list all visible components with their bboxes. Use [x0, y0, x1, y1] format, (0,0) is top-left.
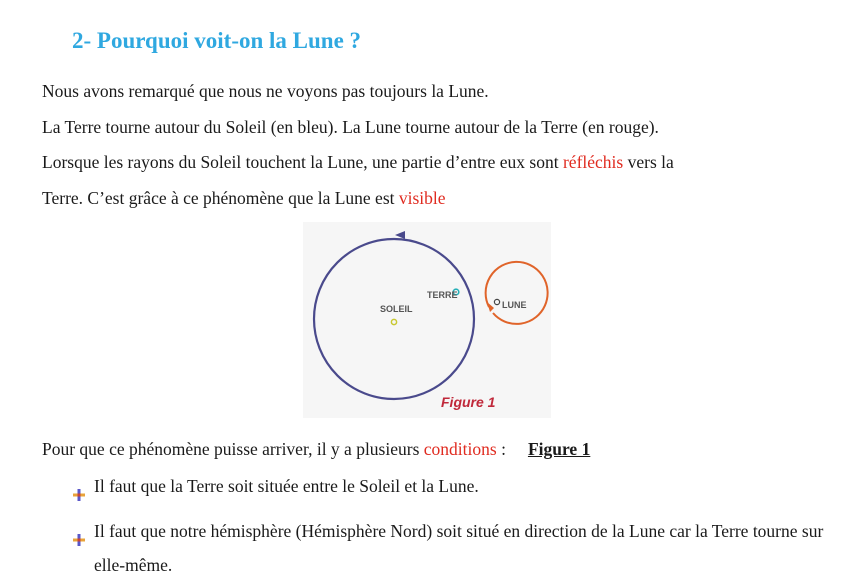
label-soleil: SOLEIL [380, 304, 413, 314]
conditions-text: Pour que ce phénomène puisse arriver, il y a plusieurs [42, 439, 424, 459]
conditions-colon: : [496, 439, 506, 459]
highlight-conditions: conditions [423, 439, 497, 459]
highlight-visible: visible [398, 187, 446, 208]
orbit-diagram [303, 222, 551, 418]
list-item-text: Il faut que notre hémisphère (Hémisphère Nord) soit situé en direction de la Lune car la Terre tourne sur elle-même. [94, 520, 824, 575]
intro-line-3-end: vers la [623, 152, 674, 172]
list-item [72, 469, 832, 514]
conditions-list [72, 469, 832, 583]
section-heading: 2- Pourquoi voit-on la Lune ? [72, 28, 362, 53]
intro-line-1: Nous avons remarqué que nous ne voyons pas toujours la Lune. [42, 81, 489, 101]
bullet-pin-icon [72, 469, 94, 514]
bullet-pin-icon [72, 514, 94, 559]
intro-line-3 [42, 145, 842, 181]
figure-caption: Figure 1 [441, 394, 496, 410]
intro-line-2: La Terre tourne autour du Soleil (en bleu). La Lune tourne autour de la Terre (en rouge). [42, 116, 659, 137]
label-lune: LUNE [502, 300, 527, 310]
highlight-reflechis: réfléchis [562, 152, 624, 172]
list-item [72, 514, 832, 583]
orbit-figure [303, 222, 551, 418]
conditions-line [42, 434, 842, 464]
label-terre: TERRE [427, 290, 458, 300]
intro-line-4 [42, 181, 842, 217]
intro-paragraph [42, 74, 842, 216]
intro-line-4-text: Terre. C’est grâce à ce phénomène que la Lune est [42, 187, 399, 208]
list-item-text: Il faut que la Terre soit située entre le Soleil et la Lune. [94, 476, 479, 496]
figure-reference: Figure 1 [527, 439, 591, 459]
intro-line-3-text: Lorsque les rayons du Soleil touchent la Lune, une partie d’entre eux sont [42, 152, 563, 172]
figure-background [303, 222, 551, 418]
